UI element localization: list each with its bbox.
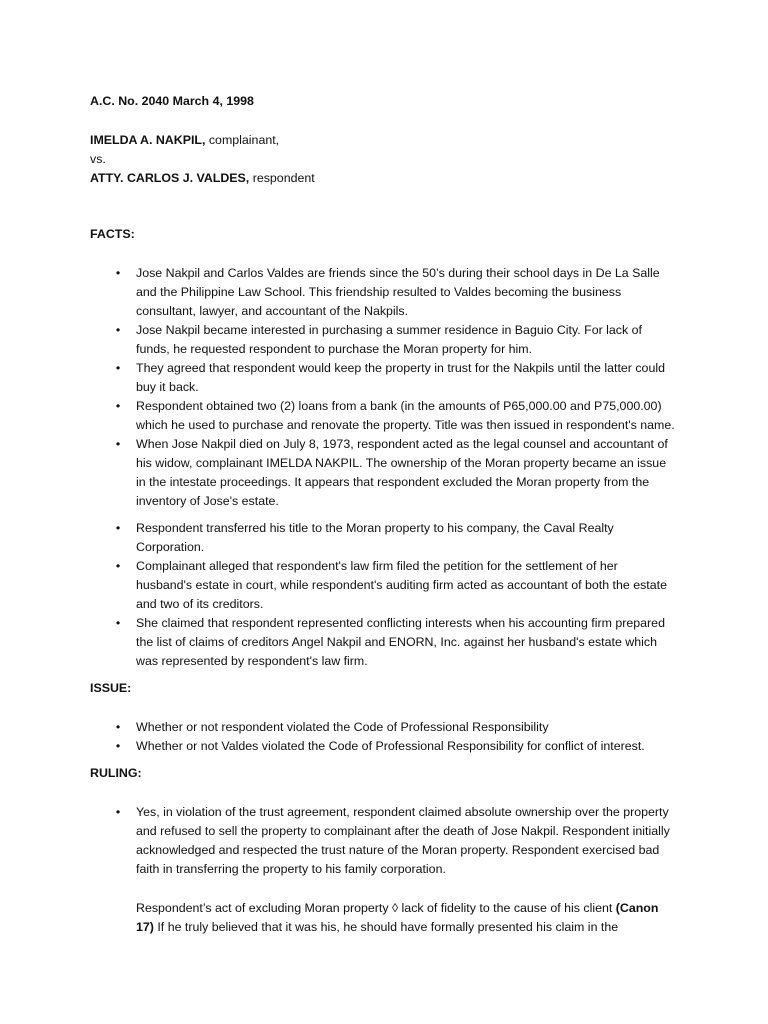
facts-item xyxy=(90,359,675,397)
facts-item xyxy=(90,264,675,321)
issue-item-text: Whether or not respondent violated the Code of Professional Responsibility xyxy=(136,720,549,734)
bullet-icon: • xyxy=(115,361,121,375)
bullet-icon: • xyxy=(115,739,121,753)
facts-item xyxy=(90,519,675,557)
ruling-heading: RULING: xyxy=(90,766,142,780)
canon-reference: (Canon 17) xyxy=(136,901,659,934)
document-body xyxy=(90,92,675,937)
ruling-paragraph xyxy=(90,899,675,937)
facts-item-text: Respondent obtained two (2) loans from a bank (in the amounts of P65,000.00 and P75,000.00) which he used to purchase and renovate the property. Title was then issued in respondent's name. xyxy=(136,399,675,432)
bullet-icon: • xyxy=(115,521,121,535)
respondent-role: respondent xyxy=(249,171,315,185)
facts-item-text: Complainant alleged that respondent's law firm filed the petition for the settlement of her husband's estate in court, while respondent's auditing firm acted as accountant of both the estate and two of its creditors. xyxy=(136,559,667,611)
bullet-icon: • xyxy=(115,616,121,630)
ruling-item-text: Yes, in violation of the trust agreement, respondent claimed absolute ownership over the property and refused to sell the property to complainant after the death of Jose Nakpil. Respondent initially acknowledged and respected the trust nature of the Moran property. Respondent exercised bad faith in transferring the property to his family corporation. xyxy=(136,805,670,876)
issue-item-text: Whether or not Valdes violated the Code of Professional Responsibility for conflict of interest. xyxy=(136,739,645,753)
bullet-icon: • xyxy=(115,720,121,734)
facts-item xyxy=(90,435,675,511)
issue-item xyxy=(90,718,675,737)
facts-heading: FACTS: xyxy=(90,227,135,241)
case-number: A.C. No. 2040 March 4, 1998 xyxy=(90,94,254,108)
facts-item xyxy=(90,321,675,359)
complainant-name: IMELDA A. NAKPIL, xyxy=(90,133,206,147)
facts-item-text: Jose Nakpil and Carlos Valdes are friends since the 50’s during their school days in De La Salle and the Philippine Law School. This friendship resulted to Valdes becoming the business consultant, lawyer, and accountant of the Nakpils. xyxy=(136,266,660,318)
issue-list xyxy=(90,718,675,756)
facts-item xyxy=(90,397,675,435)
bullet-icon: • xyxy=(115,559,121,573)
ruling-item xyxy=(90,803,675,879)
facts-list-continued xyxy=(90,519,675,671)
respondent-line xyxy=(90,169,675,188)
respondent-name: ATTY. CARLOS J. VALDES, xyxy=(90,171,250,185)
facts-item xyxy=(90,614,675,671)
ruling-paragraph-text: Respondent’s act of excluding Moran property ◊ lack of fidelity to the cause of his client xyxy=(136,901,616,915)
complainant-role: complainant, xyxy=(205,133,280,147)
versus-line: vs. xyxy=(90,152,106,166)
ruling-list xyxy=(90,803,675,879)
facts-item xyxy=(90,557,675,614)
facts-item-text: When Jose Nakpil died on July 8, 1973, respondent acted as the legal counsel and accountant of his widow, complainant IMELDA NAKPIL. The ownership of the Moran property became an issue in the intestate proceedings. It appears that respondent excluded the Moran property from the inventory of Jose's estate. xyxy=(136,437,668,508)
facts-item-text: Jose Nakpil became interested in purchasing a summer residence in Baguio City. For lack of funds, he requested respondent to purchase the Moran property for him. xyxy=(136,323,642,356)
issue-heading: ISSUE: xyxy=(90,681,132,695)
issue-item xyxy=(90,737,675,756)
bullet-icon: • xyxy=(115,323,121,337)
bullet-icon: • xyxy=(115,805,121,819)
bullet-icon: • xyxy=(115,437,121,451)
bullet-icon: • xyxy=(115,266,121,280)
complainant-line xyxy=(90,131,675,150)
facts-item-text: Respondent transferred his title to the Moran property to his company, the Caval Realty Corporation. xyxy=(136,521,614,554)
facts-item-text: They agreed that respondent would keep the property in trust for the Nakpils until the latter could buy it back. xyxy=(136,361,665,394)
facts-item-text: She claimed that respondent represented conflicting interests when his accounting firm prepared the list of claims of creditors Angel Nakpil and ENORN, Inc. against her husband's estate which was represented by respondent's law firm. xyxy=(136,616,665,668)
facts-list xyxy=(90,264,675,511)
bullet-icon: • xyxy=(115,399,121,413)
ruling-paragraph-text-continued: If he truly believed that it was his, he should have formally presented his claim in the xyxy=(153,920,619,934)
